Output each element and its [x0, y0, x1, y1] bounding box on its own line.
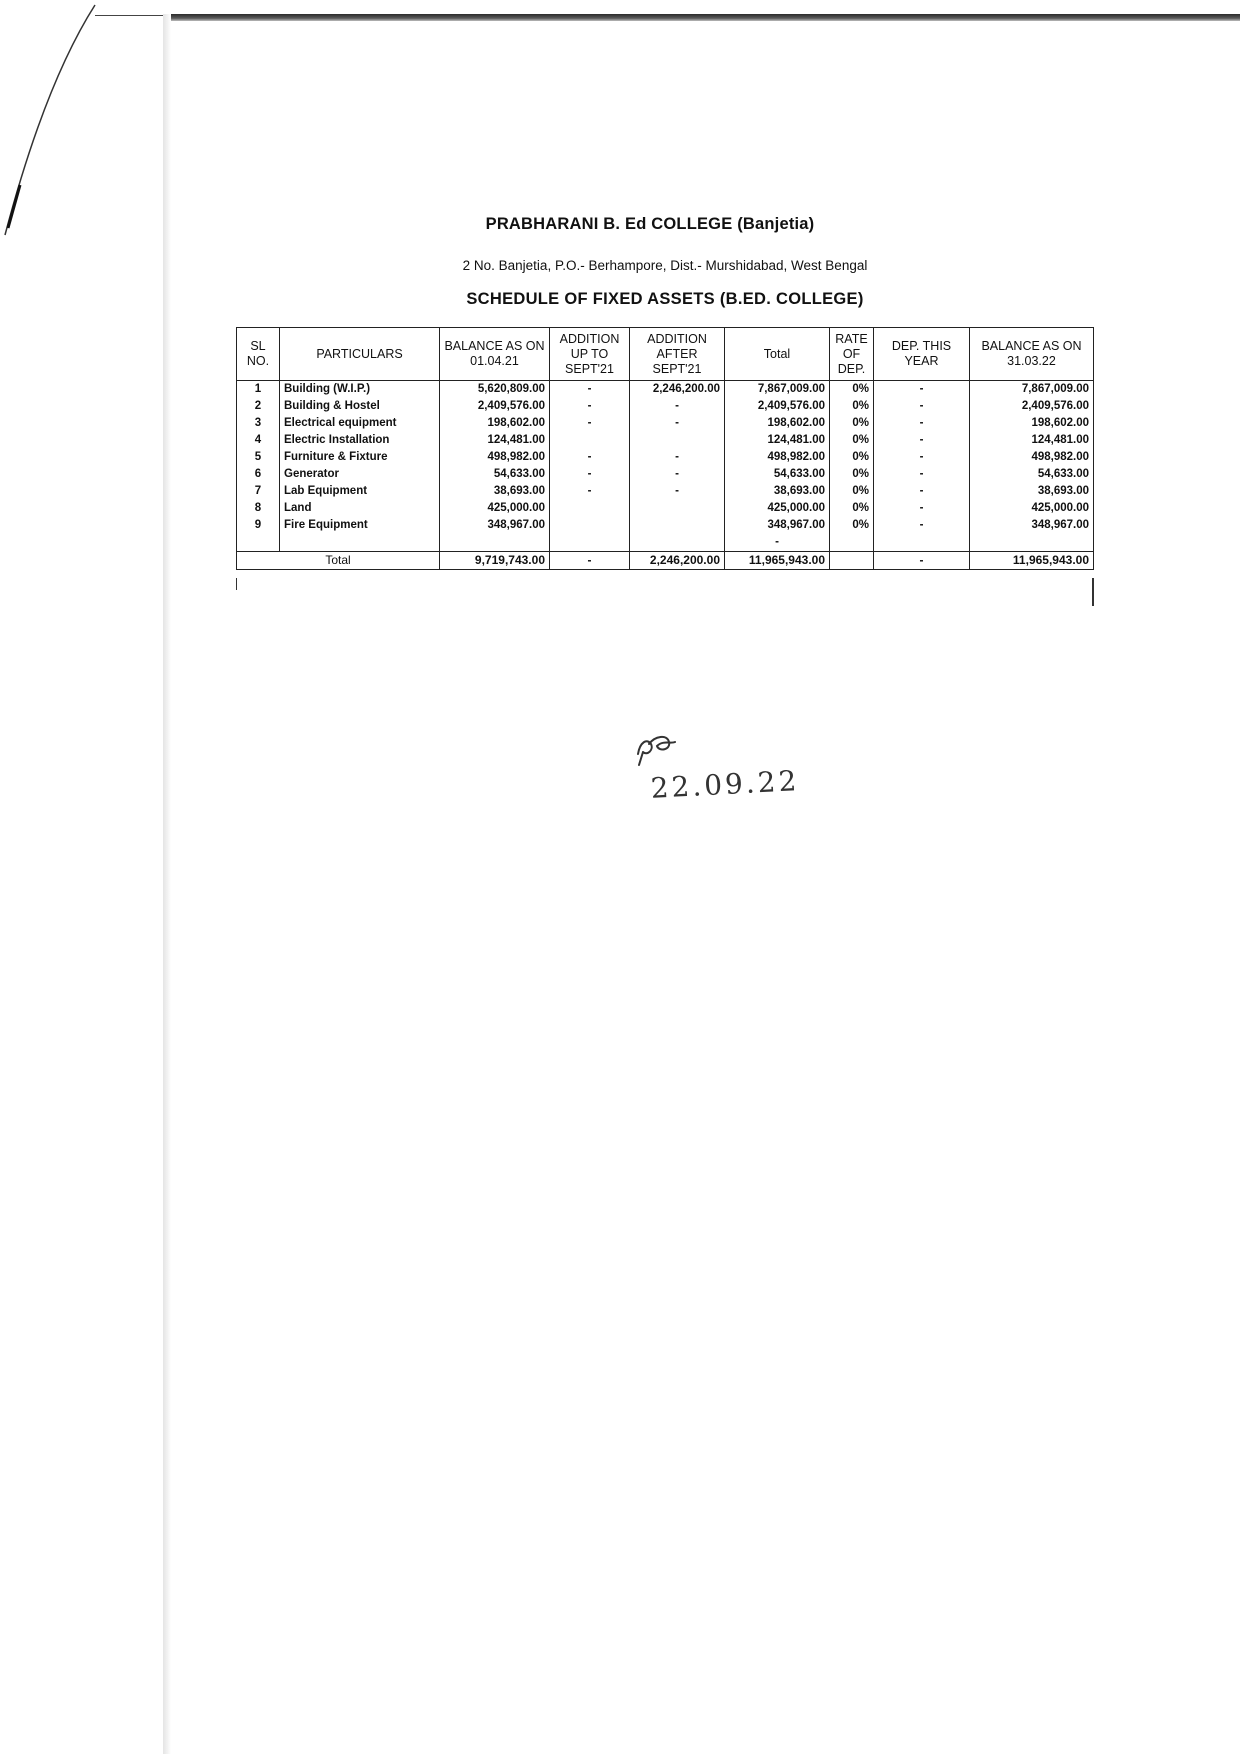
table-row — [237, 517, 1094, 534]
cell-rate: 0% — [830, 415, 874, 432]
cell-opening: 2,409,576.00 — [440, 398, 550, 415]
scan-left-shadow — [163, 14, 171, 1754]
cell-addition-after — [630, 432, 725, 449]
header-closing-balance: BALANCE AS ON 31.03.22 — [970, 328, 1094, 381]
fixed-assets-table — [236, 327, 1094, 570]
total-column-trailing-dash: - — [725, 534, 830, 552]
cell-rate: 0% — [830, 517, 874, 534]
table-header-row — [237, 328, 1094, 381]
total-total: 11,965,943.00 — [725, 552, 830, 570]
header-addition-after: ADDITION AFTER SEPT'21 — [630, 328, 725, 381]
table-total-row — [237, 552, 1094, 570]
cell-sl: 9 — [237, 517, 280, 534]
cell-sl: 5 — [237, 449, 280, 466]
cell-dep: - — [874, 500, 970, 517]
cell-addition-upto: - — [550, 466, 630, 483]
cell-dep: - — [874, 381, 970, 399]
header-sl-no: SL NO. — [237, 328, 280, 381]
cell-particular: Electric Installation — [280, 432, 440, 449]
total-closing: 11,965,943.00 — [970, 552, 1094, 570]
header-rate-of-dep: RATE OF DEP. — [830, 328, 874, 381]
table-border-tail — [236, 578, 237, 590]
cell-closing: 348,967.00 — [970, 517, 1094, 534]
cell-addition-upto — [550, 500, 630, 517]
header-particulars: PARTICULARS — [280, 328, 440, 381]
cell-particular: Building & Hostel — [280, 398, 440, 415]
table-row — [237, 466, 1094, 483]
cell-addition-upto — [550, 432, 630, 449]
cell-dep: - — [874, 517, 970, 534]
table-row — [237, 449, 1094, 466]
cell-addition-after: - — [630, 449, 725, 466]
cell-opening: 5,620,809.00 — [440, 381, 550, 399]
cell-rate: 0% — [830, 483, 874, 500]
signature-date: 22.09.22 — [649, 764, 801, 805]
header-dep-this-year: DEP. THIS YEAR — [874, 328, 970, 381]
cell-opening: 38,693.00 — [440, 483, 550, 500]
cell-sl: 8 — [237, 500, 280, 517]
cell-closing: 198,602.00 — [970, 415, 1094, 432]
cell-sl: 2 — [237, 398, 280, 415]
cell-total: 54,633.00 — [725, 466, 830, 483]
cell-dep: - — [874, 432, 970, 449]
table-row — [237, 398, 1094, 415]
total-opening: 9,719,743.00 — [440, 552, 550, 570]
header-opening-balance: BALANCE AS ON 01.04.21 — [440, 328, 550, 381]
cell-closing: 38,693.00 — [970, 483, 1094, 500]
cell-rate: 0% — [830, 381, 874, 399]
cell-closing: 425,000.00 — [970, 500, 1094, 517]
cell-closing: 498,982.00 — [970, 449, 1094, 466]
cell-addition-after: - — [630, 466, 725, 483]
cell-addition-upto: - — [550, 415, 630, 432]
handwritten-signature — [625, 720, 825, 830]
cell-addition-upto — [550, 517, 630, 534]
cell-addition-upto: - — [550, 449, 630, 466]
total-rate — [830, 552, 874, 570]
cell-total: 198,602.00 — [725, 415, 830, 432]
cell-opening: 425,000.00 — [440, 500, 550, 517]
cell-sl: 7 — [237, 483, 280, 500]
table-row — [237, 483, 1094, 500]
cell-addition-after — [630, 500, 725, 517]
cell-particular: Furniture & Fixture — [280, 449, 440, 466]
cell-rate: 0% — [830, 398, 874, 415]
cell-particular: Electrical equipment — [280, 415, 440, 432]
cell-addition-after: - — [630, 415, 725, 432]
cell-rate: 0% — [830, 432, 874, 449]
cell-addition-after: - — [630, 483, 725, 500]
cell-particular: Generator — [280, 466, 440, 483]
total-addition-upto: - — [550, 552, 630, 570]
cell-addition-after: - — [630, 398, 725, 415]
cell-particular: Building (W.I.P.) — [280, 381, 440, 399]
total-dep: - — [874, 552, 970, 570]
cell-opening: 54,633.00 — [440, 466, 550, 483]
cell-dep: - — [874, 449, 970, 466]
cell-total: 425,000.00 — [725, 500, 830, 517]
cell-closing: 124,481.00 — [970, 432, 1094, 449]
cell-closing: 2,409,576.00 — [970, 398, 1094, 415]
cell-addition-upto: - — [550, 483, 630, 500]
cell-total: 38,693.00 — [725, 483, 830, 500]
cell-dep: - — [874, 466, 970, 483]
cell-sl: 3 — [237, 415, 280, 432]
cell-opening: 198,602.00 — [440, 415, 550, 432]
cell-total: 7,867,009.00 — [725, 381, 830, 399]
cell-dep: - — [874, 415, 970, 432]
cell-addition-after — [630, 517, 725, 534]
table-row — [237, 500, 1094, 517]
cell-addition-upto: - — [550, 381, 630, 399]
cell-addition-upto: - — [550, 398, 630, 415]
cell-dep: - — [874, 398, 970, 415]
cell-particular: Fire Equipment — [280, 517, 440, 534]
cell-particular: Lab Equipment — [280, 483, 440, 500]
cell-rate: 0% — [830, 466, 874, 483]
table-row — [237, 381, 1094, 399]
cell-addition-after: 2,246,200.00 — [630, 381, 725, 399]
cell-rate: 0% — [830, 449, 874, 466]
cell-closing: 7,867,009.00 — [970, 381, 1094, 399]
cell-sl: 1 — [237, 381, 280, 399]
header-total: Total — [725, 328, 830, 381]
cell-dep: - — [874, 483, 970, 500]
cell-particular: Land — [280, 500, 440, 517]
cell-opening: 124,481.00 — [440, 432, 550, 449]
table-row — [237, 432, 1094, 449]
cell-sl: 4 — [237, 432, 280, 449]
cell-total: 2,409,576.00 — [725, 398, 830, 415]
college-name: PRABHARANI B. Ed COLLEGE (Banjetia) — [485, 215, 815, 233]
table-spacer-row — [237, 534, 1094, 552]
schedule-title: SCHEDULE OF FIXED ASSETS (B.ED. COLLEGE) — [466, 290, 864, 308]
cell-closing: 54,633.00 — [970, 466, 1094, 483]
cell-total: 498,982.00 — [725, 449, 830, 466]
cell-sl: 6 — [237, 466, 280, 483]
cell-opening: 348,967.00 — [440, 517, 550, 534]
total-addition-after: 2,246,200.00 — [630, 552, 725, 570]
table-row — [237, 415, 1094, 432]
total-label: Total — [237, 552, 440, 570]
cell-total: 348,967.00 — [725, 517, 830, 534]
college-address: 2 No. Banjetia, P.O.- Berhampore, Dist.- Murshidabad, West Bengal — [462, 258, 868, 273]
header-addition-upto: ADDITION UP TO SEPT'21 — [550, 328, 630, 381]
scan-top-edge — [165, 14, 1240, 21]
cell-opening: 498,982.00 — [440, 449, 550, 466]
cell-total: 124,481.00 — [725, 432, 830, 449]
table-border-tail — [1092, 578, 1094, 606]
cell-rate: 0% — [830, 500, 874, 517]
